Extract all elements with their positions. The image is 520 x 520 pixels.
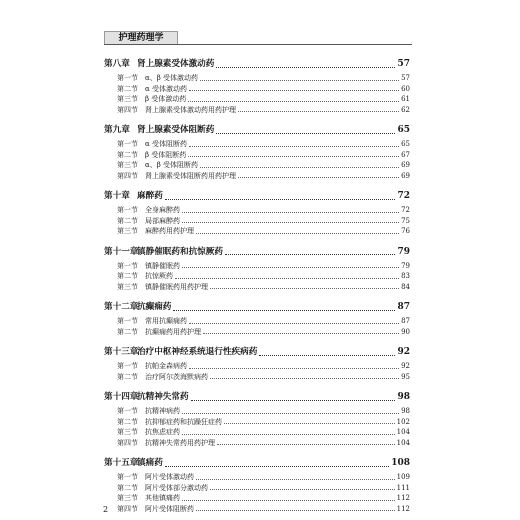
section-entry bbox=[104, 472, 410, 483]
chapter-label: 第十三章 bbox=[104, 347, 139, 357]
section-entry bbox=[104, 483, 410, 494]
section-title: 抗惊厥药 bbox=[145, 272, 173, 280]
section-label: 第四节 bbox=[117, 171, 138, 180]
section-page-number: 83 bbox=[401, 272, 410, 280]
section-label: 第一节 bbox=[117, 74, 138, 82]
section-label: 第二节 bbox=[117, 327, 138, 336]
dot-leader bbox=[196, 473, 395, 480]
section-label: 第三节 bbox=[117, 428, 138, 436]
section-label: 第一节 bbox=[117, 473, 138, 481]
dot-leader bbox=[182, 494, 395, 501]
section-label: 第二节 bbox=[117, 372, 138, 381]
toc-chapter bbox=[104, 124, 410, 190]
section-title: 麻醉药用药护理 bbox=[145, 227, 194, 235]
chapter-entry bbox=[104, 301, 410, 313]
section-label: 第一节 bbox=[117, 261, 138, 270]
section-page-number: 104 bbox=[396, 428, 410, 436]
section-entry bbox=[104, 84, 410, 95]
toc-chapter bbox=[104, 190, 410, 246]
dot-leader bbox=[173, 302, 395, 311]
dot-leader bbox=[189, 362, 399, 369]
section-entry bbox=[104, 427, 410, 438]
chapter-title: 镇痛药 bbox=[137, 458, 163, 468]
dot-leader bbox=[188, 150, 399, 157]
section-entry bbox=[104, 316, 410, 327]
chapter-label: 第十章 bbox=[104, 191, 130, 201]
chapter-label: 第八章 bbox=[104, 59, 130, 69]
section-title: α、β 受体阻断药 bbox=[145, 161, 198, 169]
section-label: 第二节 bbox=[117, 150, 138, 159]
section-label: 第二节 bbox=[117, 84, 138, 93]
section-page-number: 62 bbox=[401, 105, 410, 114]
chapter-page-number: 79 bbox=[397, 246, 410, 257]
section-title: 镇静催眠药用药护理 bbox=[145, 282, 208, 291]
chapter-spacer bbox=[104, 382, 410, 391]
dot-leader bbox=[216, 125, 395, 134]
page-number: 2 bbox=[103, 505, 109, 514]
section-title: 局部麻醉药 bbox=[145, 216, 180, 225]
dot-leader bbox=[165, 458, 389, 467]
chapter-spacer bbox=[104, 115, 410, 124]
dot-leader bbox=[203, 327, 399, 334]
chapter-entry bbox=[104, 391, 410, 403]
book-title-tab: 护理药理学 bbox=[104, 31, 178, 45]
section-page-number: 109 bbox=[396, 473, 410, 481]
section-page-number: 104 bbox=[396, 438, 410, 447]
dot-leader bbox=[189, 140, 399, 147]
section-title: α 受体阻断药 bbox=[145, 140, 187, 148]
section-label: 第四节 bbox=[117, 438, 138, 447]
section-label: 第二节 bbox=[117, 272, 138, 280]
dot-leader bbox=[182, 261, 399, 268]
dot-leader bbox=[224, 417, 395, 424]
chapter-spacer bbox=[104, 337, 410, 346]
section-title: 全身麻醉药 bbox=[145, 206, 180, 214]
section-page-number: 92 bbox=[401, 362, 410, 370]
dot-leader bbox=[238, 105, 399, 112]
section-title: 阿片受体部分激动药 bbox=[145, 483, 208, 492]
chapter-entry bbox=[104, 246, 410, 258]
dot-leader bbox=[210, 483, 395, 490]
section-entry bbox=[104, 139, 410, 150]
dot-leader bbox=[217, 438, 395, 445]
section-entry bbox=[104, 417, 410, 428]
section-title: 抗精神病药 bbox=[145, 407, 180, 415]
dot-leader bbox=[225, 246, 396, 255]
section-page-number: 61 bbox=[401, 95, 410, 103]
dot-leader bbox=[191, 392, 396, 401]
chapter-page-number: 57 bbox=[397, 59, 410, 69]
section-title: 治疗阿尔茨海默病药 bbox=[145, 372, 208, 381]
section-title: 阿片受体激动药 bbox=[145, 473, 194, 481]
section-page-number: 60 bbox=[401, 84, 410, 93]
section-label: 第一节 bbox=[117, 206, 138, 214]
section-page-number: 57 bbox=[401, 74, 410, 82]
chapter-label: 第十二章 bbox=[104, 302, 139, 312]
section-entry bbox=[104, 94, 410, 105]
chapter-title: 麻醉药 bbox=[137, 191, 163, 201]
section-page-number: 95 bbox=[401, 372, 410, 381]
chapter-page-number: 92 bbox=[397, 347, 410, 357]
chapter-entry bbox=[104, 58, 410, 70]
chapter-spacer bbox=[104, 292, 410, 301]
section-label: 第一节 bbox=[117, 317, 138, 325]
section-entry bbox=[104, 438, 410, 449]
chapter-title: 抗癫痫药 bbox=[137, 302, 172, 312]
section-entry bbox=[104, 406, 410, 417]
section-title: 常用抗癫痫药 bbox=[145, 317, 187, 325]
chapter-entry bbox=[104, 457, 410, 469]
section-page-number: 112 bbox=[396, 494, 410, 502]
chapter-page-number: 65 bbox=[397, 125, 410, 135]
section-entry bbox=[104, 271, 410, 282]
section-label: 第三节 bbox=[117, 282, 138, 291]
section-title: 其他镇痛药 bbox=[145, 494, 180, 502]
chapter-title: 镇静催眠药和抗惊厥药 bbox=[137, 246, 223, 257]
dot-leader bbox=[175, 272, 399, 279]
section-label: 第三节 bbox=[117, 227, 138, 235]
chapter-title: 肾上腺素受体阻断药 bbox=[137, 125, 215, 135]
section-page-number: 87 bbox=[401, 317, 410, 325]
dot-leader bbox=[200, 161, 399, 168]
chapter-label: 第十四章 bbox=[104, 392, 139, 402]
dot-leader bbox=[189, 84, 399, 91]
section-label: 第三节 bbox=[117, 161, 138, 169]
section-entry bbox=[104, 504, 410, 515]
section-page-number: 76 bbox=[401, 227, 410, 235]
dot-leader bbox=[182, 216, 399, 223]
dot-leader bbox=[182, 407, 399, 414]
header-rule bbox=[104, 44, 412, 45]
dot-leader bbox=[259, 347, 395, 356]
toc-chapter bbox=[104, 457, 410, 514]
chapter-page-number: 87 bbox=[397, 302, 410, 312]
section-title: 阿片受体阻断药 bbox=[145, 504, 194, 513]
toc-chapter bbox=[104, 301, 410, 346]
dot-leader bbox=[200, 74, 399, 81]
section-label: 第二节 bbox=[117, 216, 138, 225]
section-entry bbox=[104, 261, 410, 272]
chapter-spacer bbox=[104, 237, 410, 246]
chapter-label: 第九章 bbox=[104, 125, 130, 135]
section-label: 第二节 bbox=[117, 483, 138, 492]
section-page-number: 102 bbox=[396, 417, 410, 426]
section-title: 抗帕金森病药 bbox=[145, 362, 187, 370]
section-title: 抗焦虑症药 bbox=[145, 428, 180, 436]
section-page-number: 98 bbox=[401, 407, 410, 415]
section-page-number: 111 bbox=[396, 483, 410, 492]
dot-leader bbox=[238, 171, 399, 178]
section-page-number: 84 bbox=[401, 282, 410, 291]
chapter-spacer bbox=[104, 448, 410, 457]
toc-chapter bbox=[104, 246, 410, 302]
section-page-number: 75 bbox=[401, 216, 410, 225]
section-title: α、β 受体激动药 bbox=[145, 74, 198, 82]
dot-leader bbox=[182, 428, 395, 435]
dot-leader bbox=[196, 504, 395, 511]
section-page-number: 112 bbox=[396, 504, 410, 513]
section-label: 第二节 bbox=[117, 417, 138, 426]
toc-chapter bbox=[104, 58, 410, 124]
section-label: 第四节 bbox=[117, 504, 138, 513]
chapter-title: 抗精神失常药 bbox=[137, 392, 189, 402]
section-entry bbox=[104, 205, 410, 216]
section-entry bbox=[104, 105, 410, 116]
dot-leader bbox=[216, 59, 395, 68]
section-title: 肾上腺素受体激动药用药护理 bbox=[145, 105, 236, 114]
toc-chapter bbox=[104, 346, 410, 391]
dot-leader bbox=[196, 227, 399, 234]
section-page-number: 79 bbox=[401, 261, 410, 270]
section-label: 第一节 bbox=[117, 407, 138, 415]
section-label: 第三节 bbox=[117, 95, 138, 103]
dot-leader bbox=[182, 206, 399, 213]
section-entry bbox=[104, 73, 410, 84]
section-entry bbox=[104, 372, 410, 383]
dot-leader bbox=[210, 372, 399, 379]
section-page-number: 65 bbox=[401, 140, 410, 148]
table-of-contents bbox=[104, 58, 410, 514]
chapter-title: 肾上腺素受体激动药 bbox=[137, 59, 215, 69]
section-title: α 受体激动药 bbox=[145, 84, 187, 93]
section-page-number: 69 bbox=[401, 171, 410, 180]
chapter-title: 治疗中枢神经系统退行性疾病药 bbox=[137, 347, 258, 357]
chapter-entry bbox=[104, 124, 410, 136]
section-title: β 受体激动药 bbox=[145, 95, 187, 103]
chapter-label: 第十五章 bbox=[104, 458, 139, 468]
chapter-entry bbox=[104, 346, 410, 358]
section-page-number: 69 bbox=[401, 161, 410, 169]
chapter-page-number: 108 bbox=[391, 458, 410, 468]
section-title: β 受体阻断药 bbox=[145, 150, 187, 159]
dot-leader bbox=[165, 191, 396, 200]
dot-leader bbox=[210, 282, 399, 289]
section-label: 第一节 bbox=[117, 140, 138, 148]
dot-leader bbox=[188, 95, 399, 102]
section-entry bbox=[104, 171, 410, 182]
chapter-page-number: 72 bbox=[397, 191, 410, 201]
section-entry bbox=[104, 361, 410, 372]
section-title: 抗精神失常药用药护理 bbox=[145, 438, 215, 447]
section-page-number: 72 bbox=[401, 206, 410, 214]
chapter-label: 第十一章 bbox=[104, 246, 139, 257]
section-title: 镇静催眠药 bbox=[145, 261, 180, 270]
section-label: 第四节 bbox=[117, 105, 138, 114]
section-label: 第一节 bbox=[117, 362, 138, 370]
section-title: 抗癫痫药用药护理 bbox=[145, 327, 201, 336]
section-page-number: 90 bbox=[401, 327, 410, 336]
section-entry bbox=[104, 150, 410, 161]
toc-chapter bbox=[104, 391, 410, 457]
section-entry bbox=[104, 226, 410, 237]
section-title: 抗抑郁症药和抗躁狂症药 bbox=[145, 417, 222, 426]
section-label: 第三节 bbox=[117, 494, 138, 502]
section-entry bbox=[104, 282, 410, 293]
chapter-entry bbox=[104, 190, 410, 202]
chapter-spacer bbox=[104, 181, 410, 190]
section-entry bbox=[104, 327, 410, 338]
chapter-page-number: 98 bbox=[397, 392, 410, 402]
section-entry bbox=[104, 160, 410, 171]
dot-leader bbox=[189, 317, 399, 324]
section-entry bbox=[104, 493, 410, 504]
section-page-number: 67 bbox=[401, 150, 410, 159]
section-entry bbox=[104, 216, 410, 227]
section-title: 肾上腺素受体阻断药用药护理 bbox=[145, 171, 236, 180]
